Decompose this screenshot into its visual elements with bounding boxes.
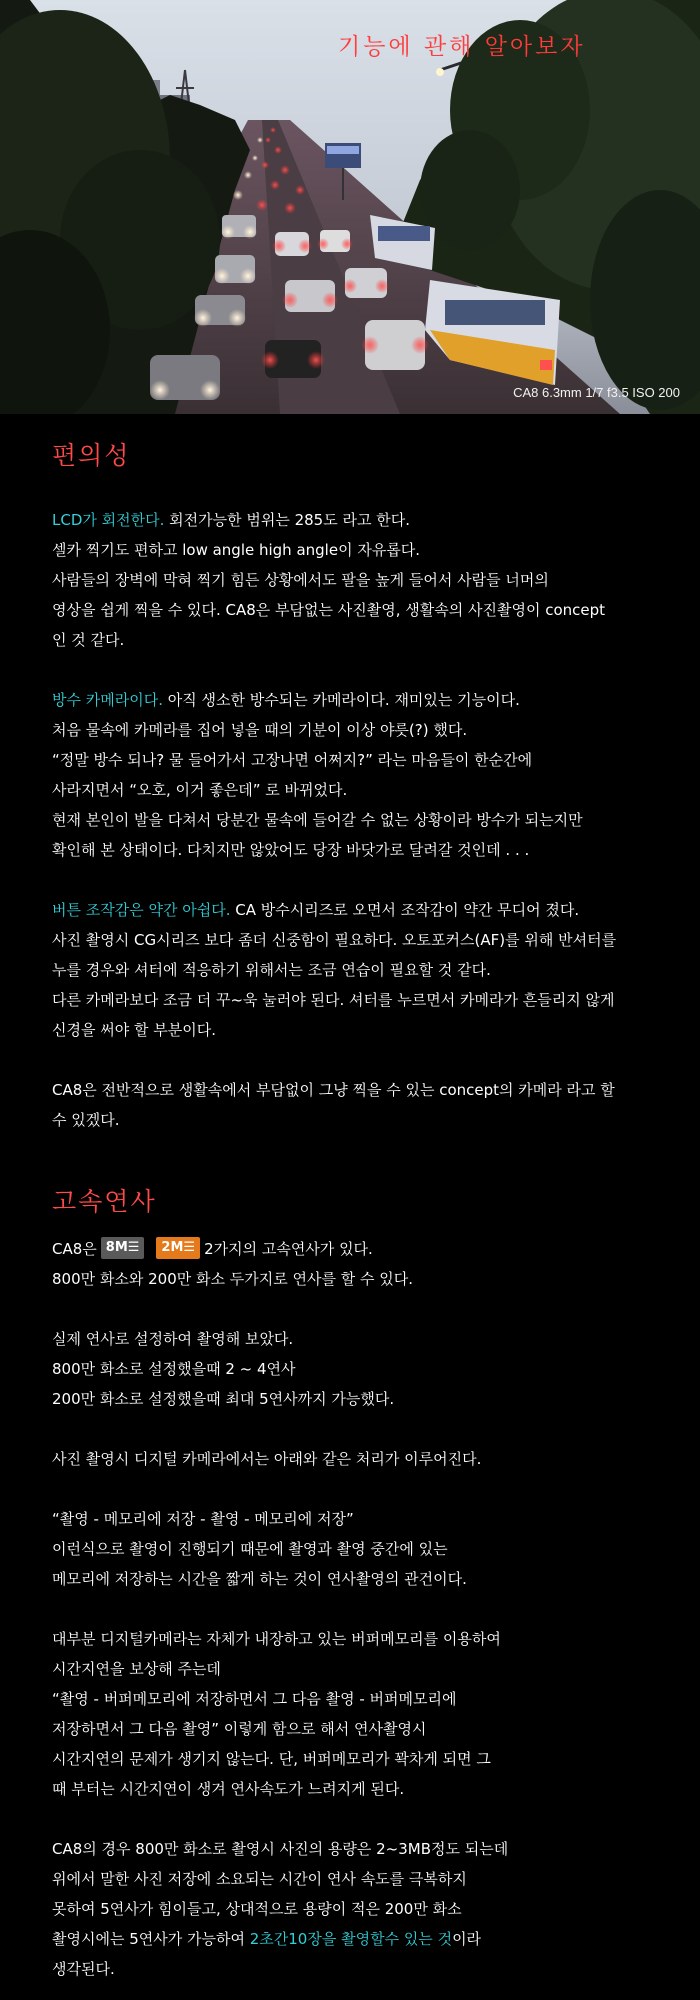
paragraph-line: 때 부터는 시간지연이 생겨 연사속도가 느려지게 된다. (52, 1780, 405, 1798)
paragraph-line: “촬영 - 메모리에 저장 - 촬영 - 메모리에 저장” (52, 1510, 354, 1528)
hero-photo (0, 0, 700, 414)
paragraph-line: 못하여 5연사가 힘이들고, 상대적으로 용량이 적은 200만 화소 (52, 1900, 462, 1918)
convenience-body (52, 505, 662, 1135)
highlight-text: 2초간10장을 촬영할수 있는 것 (249, 1930, 453, 1948)
highlight-text: LCD가 회전한다. (52, 511, 165, 529)
paragraph-line: 누를 경우와 셔터에 적응하기 위해서는 조금 연습이 필요할 것 같다. (52, 961, 491, 979)
paragraph-line: 인 것 같다. (52, 631, 125, 649)
paragraph-line: 사람들의 장벽에 막혀 찍기 힘든 상황에서도 팔을 높게 들어서 사람들 너머의 (52, 571, 549, 589)
paragraph-line: 다른 카메라보다 조금 더 꾸~욱 눌러야 된다. 셔터를 누르면서 카메라가 흔들리지 않게 (52, 991, 615, 1009)
paragraph-line: 영상을 쉽게 찍을 수 있다. CA8은 부담없는 사진촬영, 생활속의 사진촬영이 concept (52, 601, 606, 619)
paragraph-line: 사라지면서 “오호, 이거 좋은데” 로 바뀌었다. (52, 781, 348, 799)
paragraph-waterproof-head: 방수 카메라이다. 아직 생소한 방수되는 카메라이다. 재미있는 기능이다. (52, 691, 520, 709)
paragraph-line: “정말 방수 되나? 물 들어가서 고장나면 어쩌지?” 라는 마음들이 한순간에 (52, 751, 533, 769)
paragraph-line: CA8은 전반적으로 생활속에서 부담없이 그냥 찍을 수 있는 concept의 카메라 라고 할 (52, 1081, 615, 1099)
section-burst (52, 1182, 662, 1218)
section-convenience (52, 436, 662, 472)
paragraph-line: 800만 화소와 200만 화소 두가지로 연사를 할 수 있다. (52, 1270, 413, 1288)
highlight-text: 버튼 조작감은 약간 아쉽다. (52, 901, 231, 919)
paragraph-line: 200만 화소로 설정했을때 최대 5연사까지 가능했다. (52, 1390, 395, 1408)
road-night-illustration (0, 0, 700, 414)
paragraph-buttons-head: 버튼 조작감은 약간 아쉽다. CA 방수시리즈로 오면서 조작감이 약간 무디어 졌다. (52, 901, 580, 919)
paragraph-line: 저장하면서 그 다음 촬영” 이렇게 함으로 해서 연사촬영시 (52, 1720, 427, 1738)
paragraph-line: 현재 본인이 발을 다쳐서 당분간 물속에 들어갈 수 없는 상황이라 방수가 되는지만 (52, 811, 583, 829)
paragraph-line: 대부분 디지털카메라는 자체가 내장하고 있는 버퍼메모리를 이용하여 (52, 1630, 501, 1648)
paragraph-line: 메모리에 저장하는 시간을 짧게 하는 것이 연사촬영의 관건이다. (52, 1570, 467, 1588)
mode-8m-icon: 8M☰ (101, 1237, 145, 1259)
burst-body (52, 1234, 662, 1984)
hero-title: 기능에 관해 알아보자 (338, 34, 586, 60)
mode-2m-icon: 2M☰ (156, 1237, 200, 1259)
section-title: 고속연사 (52, 1187, 157, 1216)
paragraph-line: 800만 화소로 설정했을때 2 ~ 4연사 (52, 1360, 296, 1378)
paragraph-line: 사진 촬영시 CG시리즈 보다 좀더 신중함이 필요하다. 오토포커스(AF)를 위해 반셔터를 (52, 931, 617, 949)
section-title: 편의성 (52, 441, 131, 470)
paragraph-line: 촬영시에는 5연사가 가능하여 2초간10장을 촬영할수 있는 것이라 (52, 1930, 482, 1948)
paragraph-line: 위에서 말한 사진 저장에 소요되는 시간이 연사 속도를 극복하지 (52, 1870, 467, 1888)
burst-intro-line: CA8은 8M☰ 2M☰ 2가지의 고속연사가 있다. (52, 1234, 662, 1264)
paragraph-line: 이런식으로 촬영이 진행되기 때문에 촬영과 촬영 중간에 있는 (52, 1540, 448, 1558)
highlight-text: 방수 카메라이다. (52, 691, 163, 709)
paragraph-line: 실제 연사로 설정하여 촬영해 보았다. (52, 1330, 294, 1348)
paragraph-line: 셀카 찍기도 편하고 low angle high angle이 자유롭다. (52, 541, 421, 559)
paragraph-line: 수 있겠다. (52, 1111, 120, 1129)
paragraph-line: “촬영 - 버퍼메모리에 저장하면서 그 다음 촬영 - 버퍼메모리에 (52, 1690, 457, 1708)
paragraph-line: 사진 촬영시 디지털 카메라에서는 아래와 같은 처리가 이루어진다. (52, 1450, 482, 1468)
paragraph-line: 생각된다. (52, 1960, 115, 1978)
paragraph-line: 신경을 써야 할 부분이다. (52, 1021, 216, 1039)
paragraph-line: CA8의 경우 800만 화소로 촬영시 사진의 용량은 2~3MB정도 되는데 (52, 1840, 509, 1858)
paragraph-line: 확인해 본 상태이다. 다치지만 않았어도 당장 바닷가로 달려갈 것인데 . . . (52, 841, 530, 859)
photo-exif-caption: CA8 6.3mm 1/7 f3.5 ISO 200 (513, 385, 680, 400)
paragraph-line: 처음 물속에 카메라를 집어 넣을 때의 기분이 이상 야릇(?) 했다. (52, 721, 468, 739)
paragraph-lcd-head: LCD가 회전한다. 회전가능한 범위는 285도 라고 한다. (52, 511, 410, 529)
paragraph-line: 시간지연의 문제가 생기지 않는다. 단, 버퍼메모리가 꽉차게 되면 그 (52, 1750, 491, 1768)
paragraph-line: 시간지연을 보상해 주는데 (52, 1660, 221, 1678)
